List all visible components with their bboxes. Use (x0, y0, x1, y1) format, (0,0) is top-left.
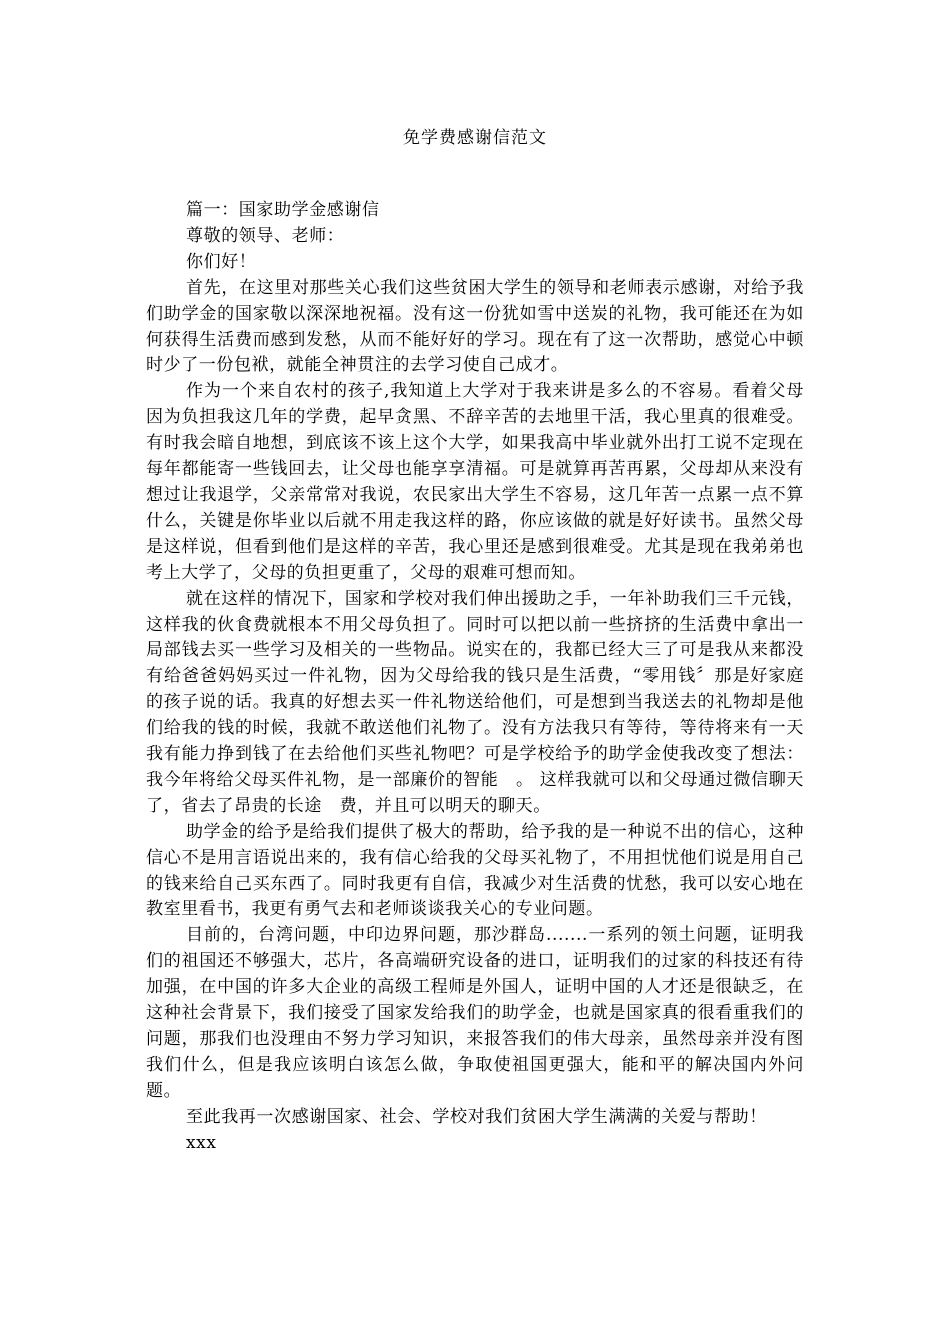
paragraph: 助学金的给予是给我们提供了极大的帮助，给予我的是一种说不出的信心，这种信心不是用言语说出来的，我有信心给我的父母买礼物了，不用担忧他们说是用自己的钱来给自己买东西了。同时我更有自信，我减少对生活费的忧愁，我可以安心地在教室里看书，我更有勇气去和老师谈谈我关心的专业问题。 (146, 821, 804, 920)
greeting: 你们好！ (186, 251, 257, 272)
document-title: 免学费感谢信范文 (403, 128, 547, 148)
paragraph: 就在这样的情况下，国家和学校对我们伸出援助之手，一年补助我们三千元钱，这样我的伙食费就根本不用父母负担了。同时可以把以前一些挤挤的生活费中拿出一局部钱去买一些学习及相关的一些物品。说实在的，我都已经大三了可是我从来都没有给爸爸妈妈买过一件礼物，因为父母给我的钱只是生活费，“零用钱〞那是好家庭的孩子说的话。我真的好想去买一件礼物送给他们，可是想到当我送去的礼物却是他们给我的钱的时候，我就不敢送他们礼物了。没有方法我只有等待，等待将来有一天我有能力挣到钱了在去给他们买些礼物吧？可是学校给予的助学金使我改变了想法：我今年将给父母买件礼物，是一部廉价的智能 。 这样我就可以和父母通过微信聊天了，省去了昂贵的长途 费，并且可以明天的聊天。 (146, 588, 804, 816)
paragraph: 至此我再一次感谢国家、社会、学校对我们贫困大学生满满的关爱与帮助！ (186, 1106, 767, 1127)
signature: xxx (186, 1132, 217, 1153)
paragraph: 首先，在这里对那些关心我们这些贫困大学生的领导和老师表示感谢，对给予我们助学金的国家敬以深深地祝福。没有这一份犹如雪中送炭的礼物，我可能还在为如何获得生活费而感到发愁，从而不能好好的学习。现在有了这一次帮助，感觉心中顿时少了一份包袱，就能全神贯注的去学习使自己成才。 (146, 277, 804, 376)
paragraph: 作为一个来自农村的孩子,我知道上大学对于我来讲是多么的不容易。看着父母因为负担我这几年的学费，起早贪黑、不辞辛苦的去地里干活，我心里真的很难受。有时我会暗自地想，到底该不该上这个大学，如果我高中毕业就外出打工说不定现在每年都能寄一些钱回去，让父母也能享享清福。可是就算再苦再累，父母却从来没有想过让我退学，父亲常常对我说，农民家出大学生不容易，这几年苦一点累一点不算什么，关键是你毕业以后就不用走我这样的路，你应该做的就是好好读书。虽然父母是这样说，但看到他们是这样的辛苦，我心里还是感到很难受。尤其是现在我弟弟也考上大学了，父母的负担更重了，父母的艰难可想而知。 (146, 381, 804, 583)
document-body (146, 198, 804, 1157)
paragraph: 目前的，台湾问题，中印边界问题，那沙群岛.......一系列的领土问题，证明我们的祖国还不够强大，芯片，各高端研究设备的进口，证明我们的过家的科技还有待加强，在中国的许多大企业的高级工程师是外国人，证明中国的人才还是很缺乏，在这种社会背景下，我们接受了国家发给我们的助学金，也就是国家真的很看重我们的问题，那我们也没理由不努力学习知识，来报答我们的伟大母亲，虽然母亲并没有图我们什么，但是我应该明白该怎么做，争取使祖国更强大，能和平的解决国内外问题。 (146, 925, 804, 1101)
section-heading: 篇一：国家助学金感谢信 (186, 200, 380, 220)
salutation: 尊敬的领导、老师： (186, 225, 345, 246)
